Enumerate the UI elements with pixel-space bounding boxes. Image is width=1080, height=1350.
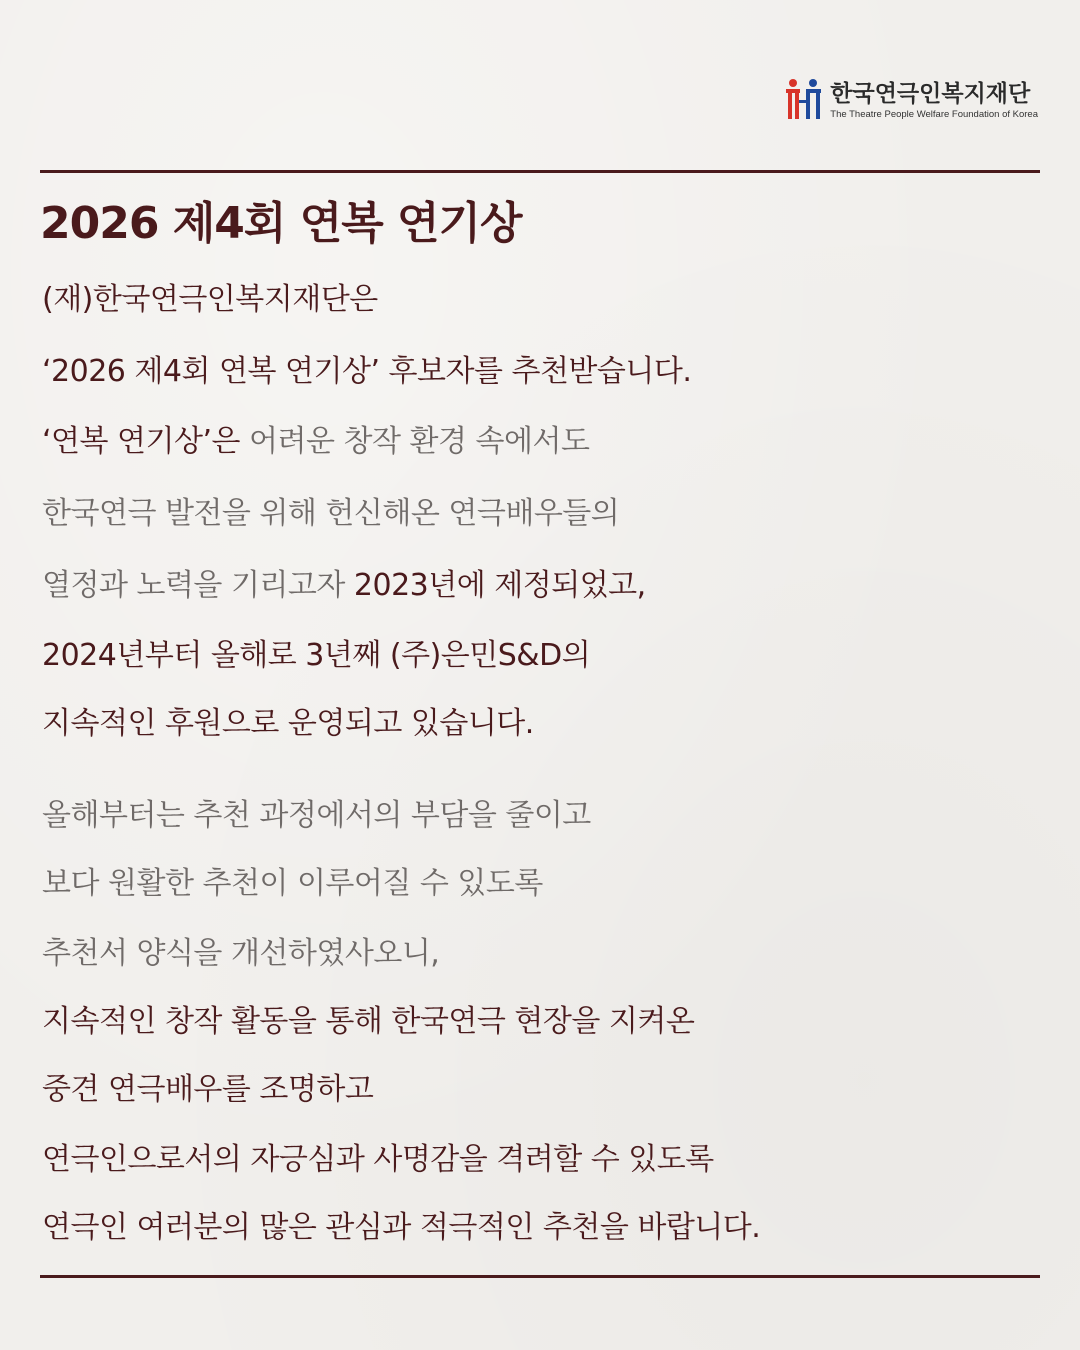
body-line-9: 보다 원활한 추천이 이루어질 수 있도록 — [42, 866, 543, 901]
top-divider — [40, 170, 1040, 173]
body-line-5-highlight: 2023년에 제정되었고, — [353, 568, 646, 603]
body-line-3-rest: 어려운 창작 환경 속에서도 — [240, 424, 590, 459]
body-line-2: ‘2026 제4회 연복 연기상’ 후보자를 추천받습니다. — [42, 354, 692, 389]
body-line-1: (재)한국연극인복지재단은 — [42, 282, 378, 317]
body-line-5 — [42, 566, 646, 606]
body-line-8: 올해부터는 추천 과정에서의 부담을 줄이고 — [42, 798, 591, 833]
body-line-5-start: 열정과 노력을 기리고자 — [42, 568, 354, 603]
body-line-3 — [42, 422, 589, 462]
body-line-14: 연극인 여러분의 많은 관심과 적극적인 추천을 바랍니다. — [42, 1210, 761, 1245]
body-line-4: 한국연극 발전을 위해 헌신해온 연극배우들의 — [42, 496, 620, 531]
logo-text — [830, 80, 1038, 121]
foundation-logo — [784, 76, 1038, 124]
body-line-7: 지속적인 후원으로 운영되고 있습니다. — [42, 706, 534, 741]
bottom-divider — [40, 1275, 1040, 1278]
body-line-10: 추천서 양식을 개선하였사오니, — [42, 936, 440, 971]
body-line-11: 지속적인 창작 활동을 통해 한국연극 현장을 지켜온 — [42, 1004, 695, 1039]
theatre-people-logo-icon — [784, 76, 824, 124]
page-title: 2026 제4회 연복 연기상 — [40, 198, 522, 249]
logo-name-korean: 한국연극인복지재단 — [830, 80, 1031, 107]
logo-name-english: The Theatre People Welfare Foundation of Korea — [830, 108, 1038, 120]
body-line-12: 중견 연극배우를 조명하고 — [42, 1072, 374, 1107]
body-line-3-highlight: ‘연복 연기상’은 — [42, 424, 240, 459]
body-line-13: 연극인으로서의 자긍심과 사명감을 격려할 수 있도록 — [42, 1142, 714, 1177]
body-line-6: 2024년부터 올해로 3년째 (주)은민S&D의 — [42, 638, 591, 673]
